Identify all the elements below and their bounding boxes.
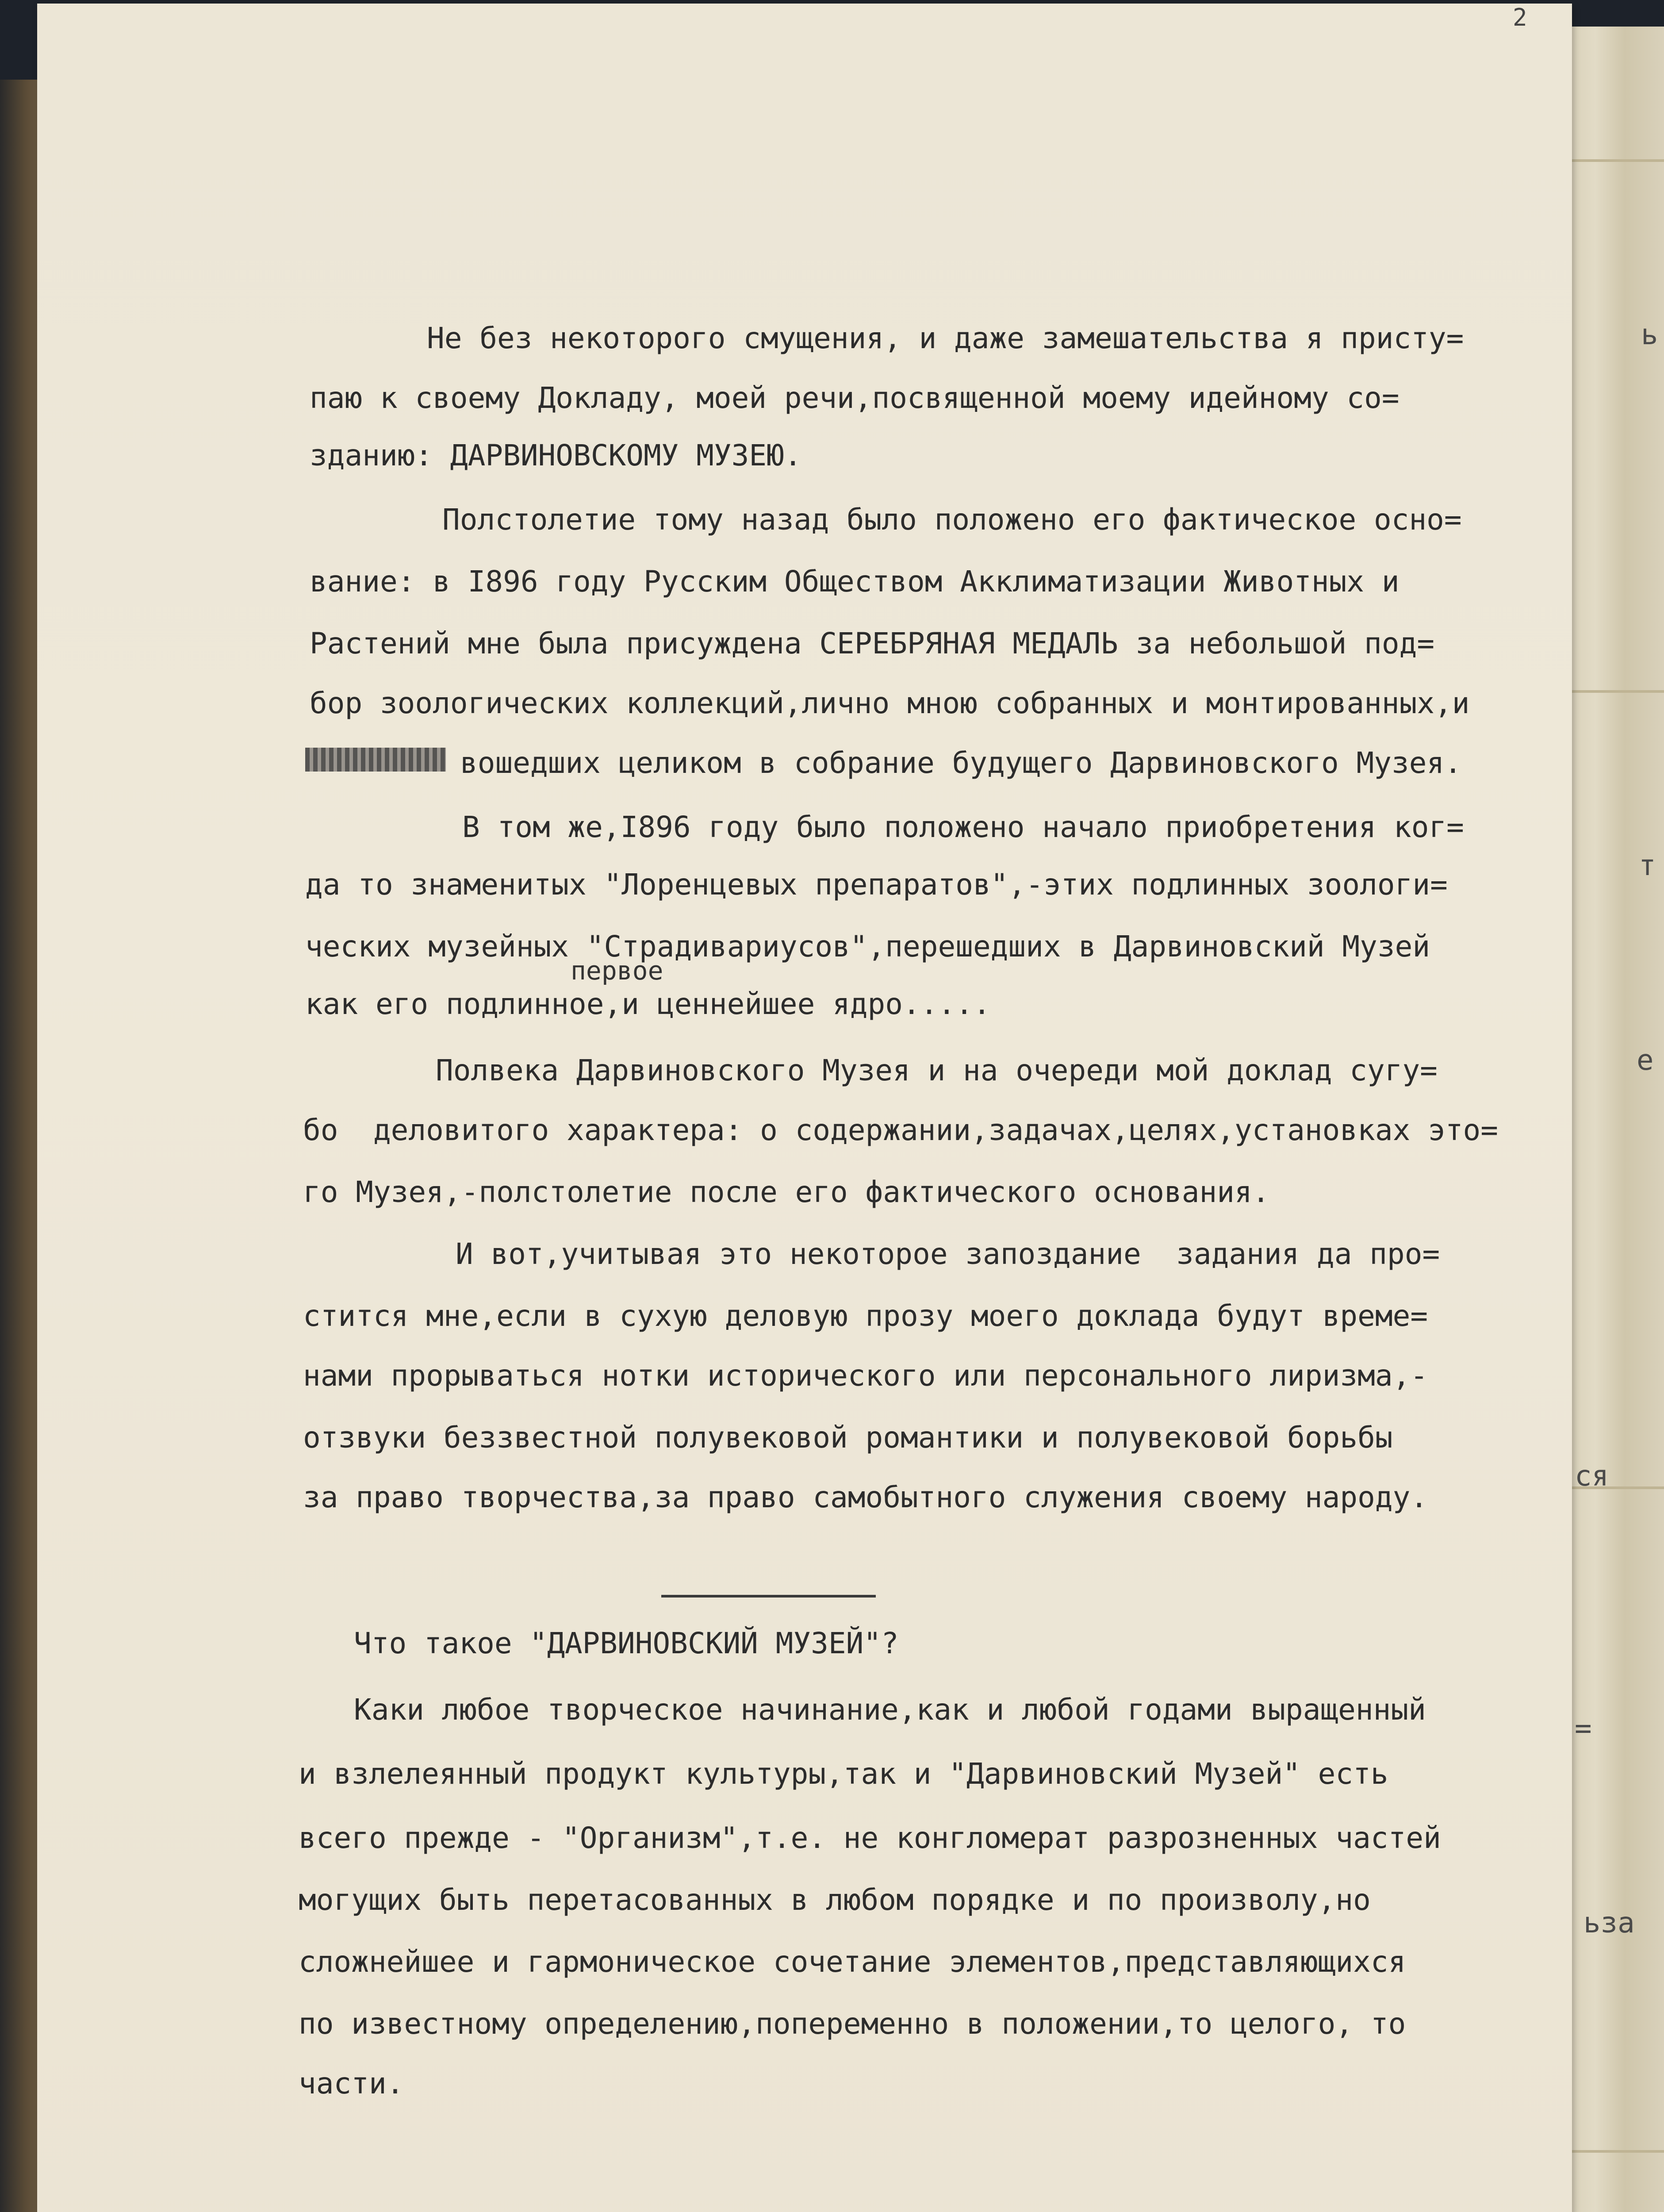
book-binding: [0, 80, 42, 2212]
text-line: стится мне,если в сухую деловую прозу моего доклада будут време=: [303, 1299, 1428, 1333]
text-line: вание: в I896 году Русским Обществом Акклиматизации Животных и: [310, 565, 1399, 599]
text-line: ческих музейных "Страдивариусов",перешедших в Дарвиновский Музей: [305, 929, 1430, 964]
text-line: вошедших целиком в собрание будущего Дарвиновского Музея.: [460, 746, 1462, 780]
page-number: 2: [1513, 4, 1527, 31]
sheet-edge: [1566, 690, 1664, 693]
margin-fragment: =: [1575, 1712, 1592, 1745]
text-line: Растений мне была присуждена СЕРЕБРЯНАЯ МЕДАЛЬ за небольшой под=: [310, 626, 1435, 661]
text-line: части.: [299, 2066, 404, 2101]
text-line: паю к своему Докладу, моей речи,посвященной моему идейному со=: [310, 381, 1399, 415]
text-line: В том же,I896 году было положено начало приобретения ког=: [462, 810, 1464, 844]
text-line: да то знаменитых "Лоренцевых препаратов",-этих подлинных зоологи=: [305, 868, 1448, 902]
text-line: бо деловитого характера: о содержании,задачах,целях,установках это=: [303, 1113, 1499, 1147]
margin-fragment: т: [1639, 849, 1656, 882]
text-line: нами прорываться нотки исторического или персонального лиризма,-: [303, 1359, 1428, 1393]
text-line: Каки любое творческое начинание,как и любой годами выращенный: [354, 1693, 1426, 1727]
text-line: сложнейшее и гармоническое сочетание элементов,представляющихся: [299, 1945, 1406, 1979]
text-line: Не без некоторого смущения, и даже замешательства я присту=: [427, 321, 1464, 355]
text-line: всего прежде - "Организм",т.е. не конгломерат разрозненных частей: [299, 1821, 1441, 1855]
text-line: по известному определению,попеременно в положении,то целого, то: [299, 2007, 1406, 2041]
sheet-edge: [1566, 159, 1664, 162]
sheet-edge: [1566, 2150, 1664, 2153]
text-line: могущих быть перетасованных в любом порядке и по произволу,но: [299, 1883, 1371, 1917]
margin-fragment: ь: [1641, 319, 1658, 351]
text-line: го Музея,-полстолетие после его фактического основания.: [303, 1175, 1270, 1209]
text-line: за право творчества,за право самобытного служения своему народу.: [303, 1480, 1428, 1514]
interlinear-insertion: первое: [571, 956, 663, 986]
margin-fragment: е: [1637, 1044, 1654, 1077]
section-heading: Что такое "ДАРВИНОВСКИЙ МУЗЕЙ"?: [354, 1626, 899, 1660]
margin-fragment: ьза: [1583, 1907, 1635, 1939]
text-line: отзвуки беззвестной полувековой романтики и полувековой борьбы: [303, 1421, 1393, 1455]
section-divider: [661, 1595, 876, 1598]
underlying-sheets: [1566, 27, 1664, 2212]
struck-out-word: [305, 748, 446, 772]
text-line: как его подлинное,и ценнейшее ядро.....: [305, 987, 991, 1021]
text-line: И вот,учитывая это некоторое запоздание задания да про=: [456, 1237, 1440, 1271]
text-line: бор зоологических коллекций,лично мною собранных и монтированных,и: [310, 686, 1470, 720]
text-line: зданию: ДАРВИНОВСКОМУ МУЗЕЮ.: [310, 438, 802, 472]
margin-fragment: ся: [1575, 1460, 1609, 1493]
text-line: Полвека Дарвиновского Музея и на очереди мой доклад сугу=: [436, 1053, 1438, 1087]
text-line: Полстолетие тому назад было положено его фактическое осно=: [442, 503, 1462, 537]
text-line: и взлелеянный продукт культуры,так и "Дарвиновский Музей" есть: [299, 1757, 1388, 1791]
